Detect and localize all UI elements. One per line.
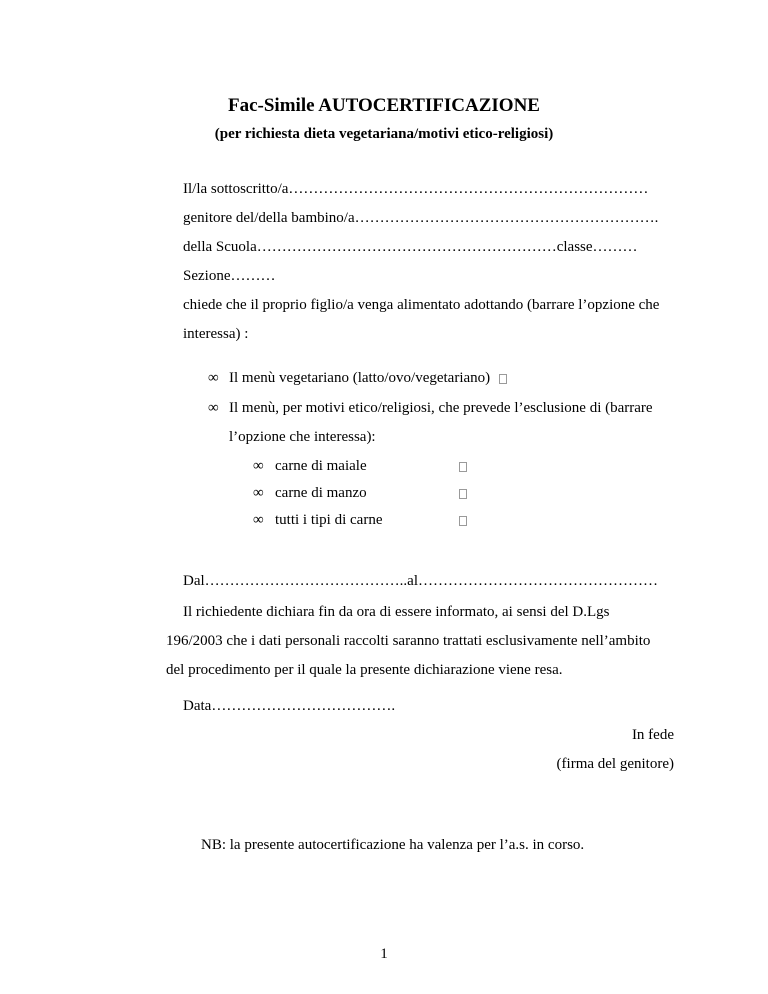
bullet-icon: ∞ (208, 400, 219, 416)
option-vegetariano-label: Il menù vegetariano (latto/ovo/vegetariano) (229, 370, 491, 386)
declaration-line2: 196/2003 che i dati personali raccolti saranno trattati esclusivamente nell’ambito (166, 633, 651, 649)
option-etico-line1: Il menù, per motivi etico/religiosi, che prevede l’esclusione di (barrare (229, 400, 653, 416)
bullet-icon: ∞ (253, 512, 264, 528)
declaration-line3: del procedimento per il quale la presente dichiarazione viene resa. (166, 662, 563, 678)
option-etico-line2: l’opzione che interessa): (229, 429, 376, 445)
declaration-line1: Il richiedente dichiara fin da ora di essere informato, ai sensi del D.Lgs (183, 604, 610, 620)
field-dal-al: Dal…………………………………..al………………………………………… (183, 573, 658, 589)
field-sezione: Sezione……… (183, 268, 276, 284)
bullet-icon: ∞ (253, 458, 264, 474)
suboption-tutti: tutti i tipi di carne (275, 512, 383, 528)
field-genitore: genitore del/della bambino/a……………………………………………………. (183, 210, 659, 226)
checkbox-manzo[interactable] (459, 489, 467, 499)
suboption-manzo: carne di manzo (275, 485, 367, 501)
page-number: 1 (380, 946, 388, 962)
privacy-declaration (166, 598, 676, 685)
checkbox-vegetariano[interactable] (499, 374, 507, 384)
option-vegetariano (229, 370, 507, 387)
checkbox-tutti[interactable] (459, 516, 467, 526)
document-subtitle: (per richiesta dieta vegetariana/motivi etico-religiosi) (214, 126, 554, 142)
request-text-line1: chiede che il proprio figlio/a venga alimentato adottando (barrare l’opzione che (183, 297, 660, 313)
checkbox-maiale[interactable] (459, 462, 467, 472)
bullet-icon: ∞ (253, 485, 264, 501)
bullet-icon: ∞ (208, 370, 219, 386)
nb-note: NB: la presente autocertificazione ha valenza per l’a.s. in corso. (201, 837, 585, 853)
field-sottoscritto: Il/la sottoscritto/a……………………………………………………………… (183, 181, 649, 197)
in-fede-label: In fede (631, 727, 674, 743)
field-data: Data………………………………. (183, 698, 396, 714)
suboption-maiale: carne di maiale (275, 458, 367, 474)
document-title: Fac-Simile AUTOCERTIFICAZIONE (228, 95, 540, 116)
request-text-line2: interessa) : (183, 326, 249, 342)
signature-label: (firma del genitore) (556, 756, 674, 772)
field-scuola-classe: della Scuola……………………………………………………classe……… (183, 239, 638, 255)
